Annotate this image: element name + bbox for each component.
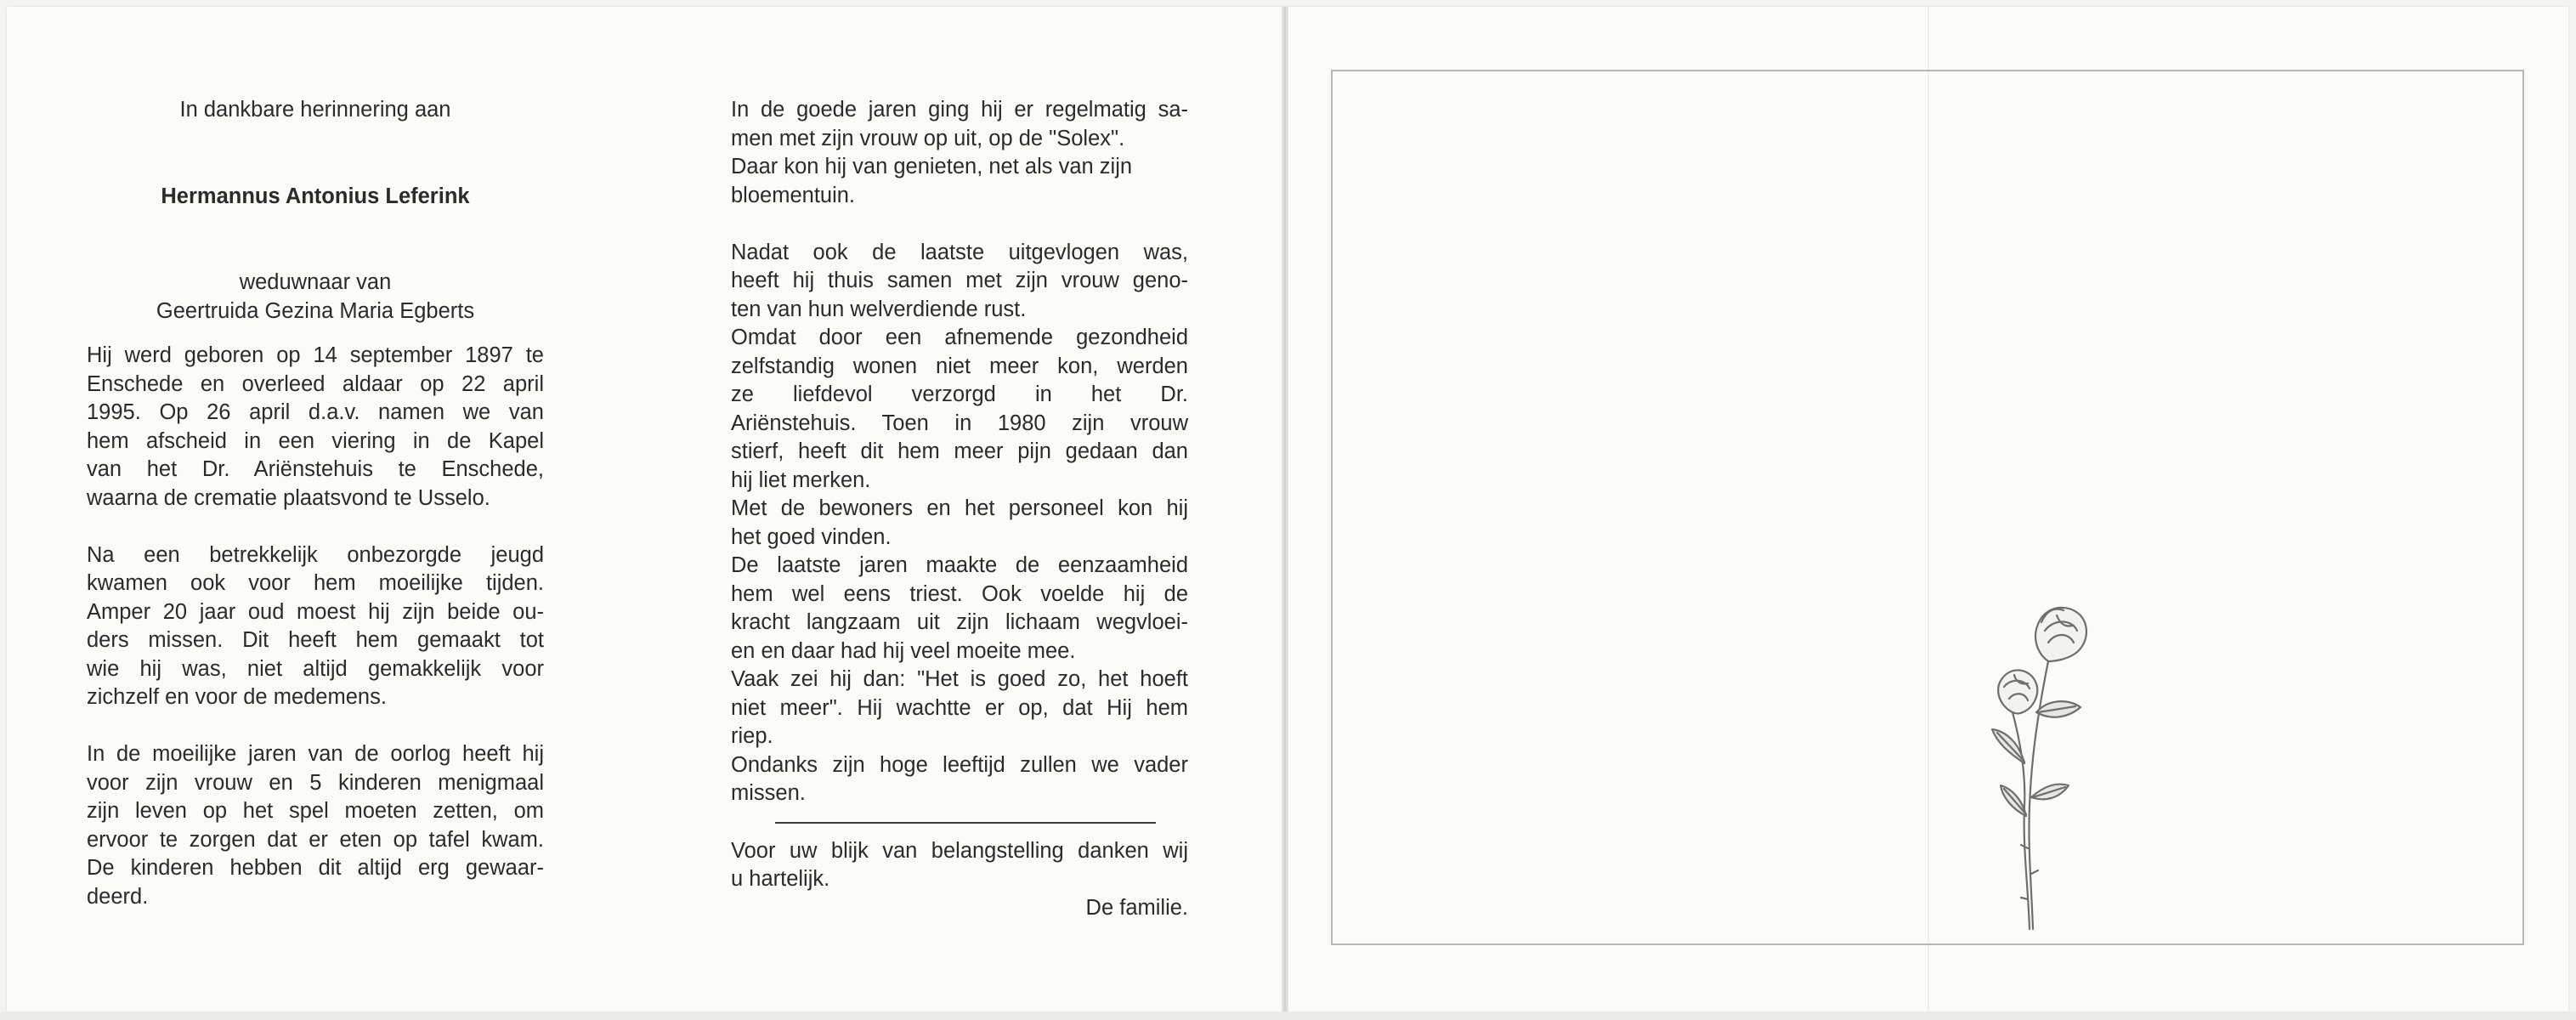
text-line: bloementuin.	[731, 183, 856, 207]
deceased-name: Hermannus Antonius Leferink	[161, 184, 470, 208]
text-line: Ondanks zijn hoge leeftijd zullen we vader	[731, 752, 1188, 777]
widower-label: weduwnaar van	[239, 270, 392, 294]
spouse-name: Geertruida Gezina Maria Egberts	[156, 298, 475, 323]
text-line: ervoor te zorgen dat er eten op tafel kwam.	[87, 827, 544, 852]
text-line: het goed vinden.	[731, 524, 892, 549]
text-line: wie hij was, niet altijd gemakkelijk voor	[87, 656, 544, 681]
text-line: Vaak zei hij dan: "Het is goed zo, het hoeft	[731, 667, 1188, 691]
right-text-column	[731, 96, 1188, 922]
signoff: De familie.	[1085, 895, 1188, 920]
text-line: Daar kon hij van genieten, net als van zijn	[731, 155, 1133, 178]
text-line: voor zijn vrouw en 5 kinderen menigmaal	[87, 770, 544, 795]
paragraph-later-life	[731, 239, 1188, 808]
text-line: van het Dr. Ariënstehuis te Enschede,	[87, 457, 544, 481]
text-line: kracht langzaam uit zijn lichaam wegvloei-	[731, 610, 1188, 634]
thanks-paragraph	[731, 837, 1188, 894]
text-line: Omdat door een afnemende gezondheid	[731, 326, 1188, 349]
paragraph-youth	[87, 541, 544, 712]
text-line: Nadat ook de laatste uitgevlogen was,	[731, 240, 1188, 264]
text-line: ten van hun welverdiende rust.	[731, 297, 1027, 321]
text-line: Met de bewoners en het personeel kon hij	[731, 496, 1188, 520]
text-line: hem afscheid in een viering in de Kapel	[87, 428, 544, 453]
text-line: waarna de crematie plaatsvond te Usselo.	[87, 485, 490, 510]
text-line: De laatste jaren maakte de eenzaamheid	[731, 553, 1188, 577]
paragraph-birth-death	[87, 342, 544, 513]
scan-bottom-edge	[0, 1012, 2576, 1020]
text-line: Voor uw blijk van belangstelling danken wij	[731, 838, 1188, 863]
text-line: heeft hij thuis samen met zijn vrouw geno-	[731, 269, 1188, 292]
text-line: riep.	[731, 724, 773, 748]
text-line: 1995. Op 26 april d.a.v. namen we van	[87, 400, 544, 424]
decorative-frame	[1331, 70, 2524, 945]
text-line: In de moeilijke jaren van de oorlog heeft hij	[87, 742, 544, 766]
text-line: ze liefdevol verzorgd in het Dr.	[731, 382, 1188, 406]
text-line: niet meer". Hij wachtte er op, dat Hij hem	[731, 695, 1188, 720]
card-fold	[1282, 7, 1288, 1012]
text-line: deerd.	[87, 884, 149, 909]
divider-line	[775, 822, 1156, 824]
text-line: en en daar had hij veel moeite mee.	[731, 638, 1076, 663]
paragraph-war-years	[87, 740, 544, 911]
text-line: ders missen. Dit heeft hem gemaakt tot	[87, 628, 544, 652]
text-line: Na een betrekkelijk onbezorgde jeugd	[87, 542, 544, 567]
text-line: missen.	[731, 781, 806, 805]
text-line: Ariënstehuis. Toen in 1980 zijn vrouw	[731, 411, 1188, 435]
text-line: stierf, heeft dit hem meer pijn gedaan dan	[731, 439, 1188, 463]
text-line: hij liet merken.	[731, 468, 871, 492]
text-line: kwamen ook voor hem moeilijke tijden.	[87, 571, 544, 595]
left-text-column	[87, 96, 544, 911]
text-line: De kinderen hebben dit altijd erg gewaar-	[87, 856, 544, 880]
text-line: In de goede jaren ging hij er regelmatig sa-	[731, 98, 1188, 122]
text-line: Amper 20 jaar oud moest hij zijn beide ou-	[87, 599, 544, 624]
text-line: Enschede en overleed aldaar op 22 april	[87, 371, 544, 396]
rose-illustration-icon	[1963, 593, 2099, 933]
text-line: hem wel eens triest. Ook voelde hij de	[731, 581, 1188, 606]
paragraph-good-years	[731, 96, 1188, 210]
intro-line: In dankbare herinnering aan	[179, 98, 451, 122]
text-line: zijn leven op het spel moeten zetten, om	[87, 799, 544, 823]
text-line: zelfstandig wonen niet meer kon, werden	[731, 354, 1188, 378]
text-line: Hij werd geboren op 14 september 1897 te	[87, 343, 544, 367]
text-line: men met zijn vrouw op uit, op de "Solex".	[731, 126, 1125, 150]
text-line: u hartelijk.	[731, 867, 830, 891]
text-line: zichzelf en voor de medemens.	[87, 685, 387, 709]
